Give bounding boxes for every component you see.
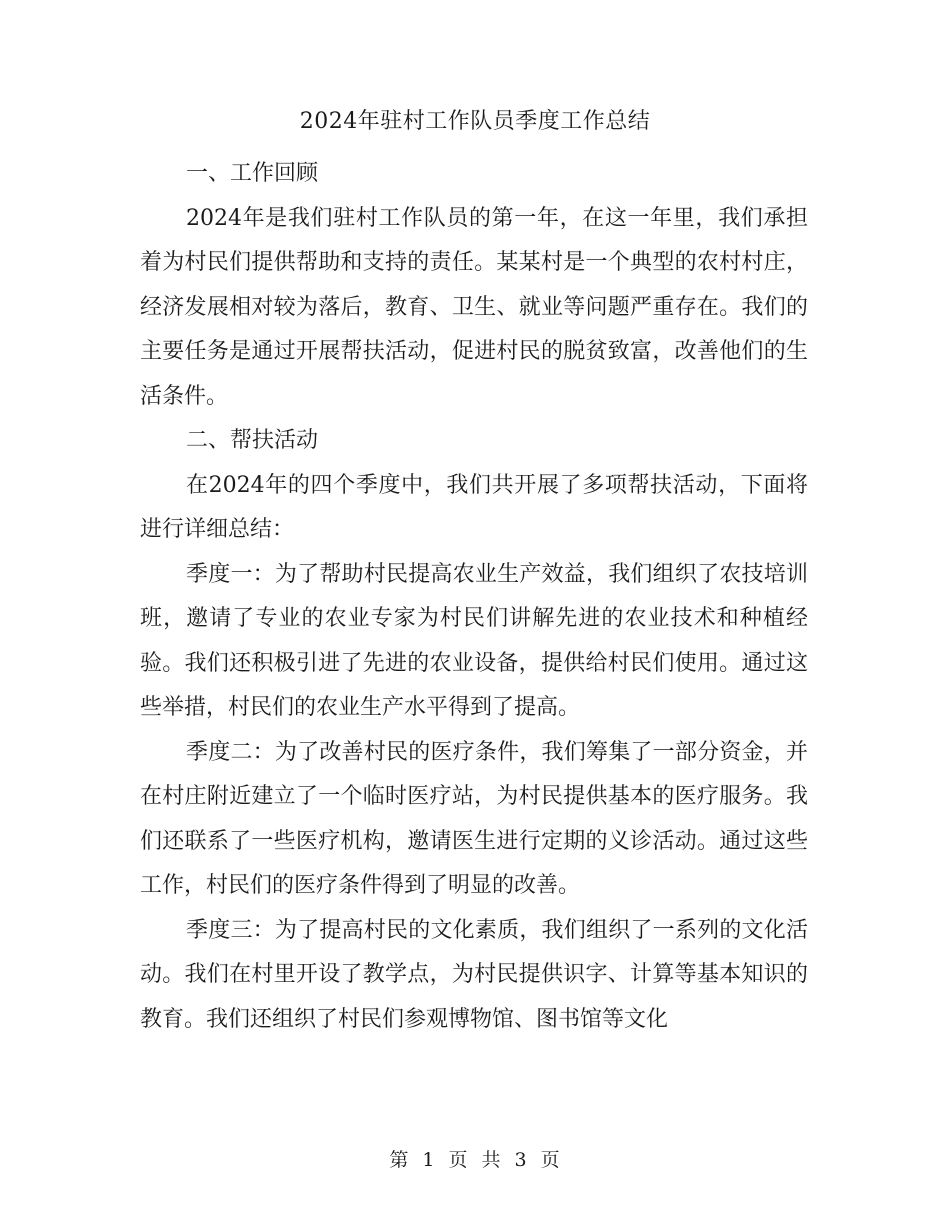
paragraph-quarter-three: 季度三：为了提高村民的文化素质，我们组织了一系列的文化活动。我们在村里开设了教学点，为村民提供识字、计算等基本知识的教育。我们还组织了村民们参观博物馆、图书馆等文化 (140, 917, 808, 1032)
section-heading-review: 一、工作回顾 (186, 161, 319, 186)
paragraph-review: 2024年是我们驻村工作队员的第一年，在这一年里，我们承担着为村民们提供帮助和支持的责任。某某村是一个典型的农村村庄，经济发展相对较为落后，教育、卫生、就业等问题严重存在。我们的主要任务是通过开展帮扶活动，促进村民的脱贫致富，改善他们的生活条件。 (140, 205, 808, 409)
document-body (140, 152, 808, 1042)
paragraph-quarter-two: 季度二：为了改善村民的医疗条件，我们筹集了一部分资金，并在村庄附近建立了一个临时医疗站，为村民提供基本的医疗服务。我们还联系了一些医疗机构，邀请医生进行定期的义诊活动。通过这些工作，村民们的医疗条件得到了明显的改善。 (140, 739, 808, 898)
document-title: 2024年驻村工作队员季度工作总结 (299, 109, 651, 134)
paragraph-quarter-one: 季度一：为了帮助村民提高农业生产效益，我们组织了农技培训班，邀请了专业的农业专家为村民们讲解先进的农业技术和种植经验。我们还积极引进了先进的农业设备，提供给村民们使用。通过这些举措，村民们的农业生产水平得到了提高。 (140, 561, 808, 720)
paragraph-activities-intro: 在2024年的四个季度中，我们共开展了多项帮扶活动，下面将进行详细总结： (140, 472, 808, 542)
page-footer: 第 1 页 共 3 页 (389, 1149, 561, 1171)
section-heading-activities: 二、帮扶活动 (186, 428, 319, 453)
